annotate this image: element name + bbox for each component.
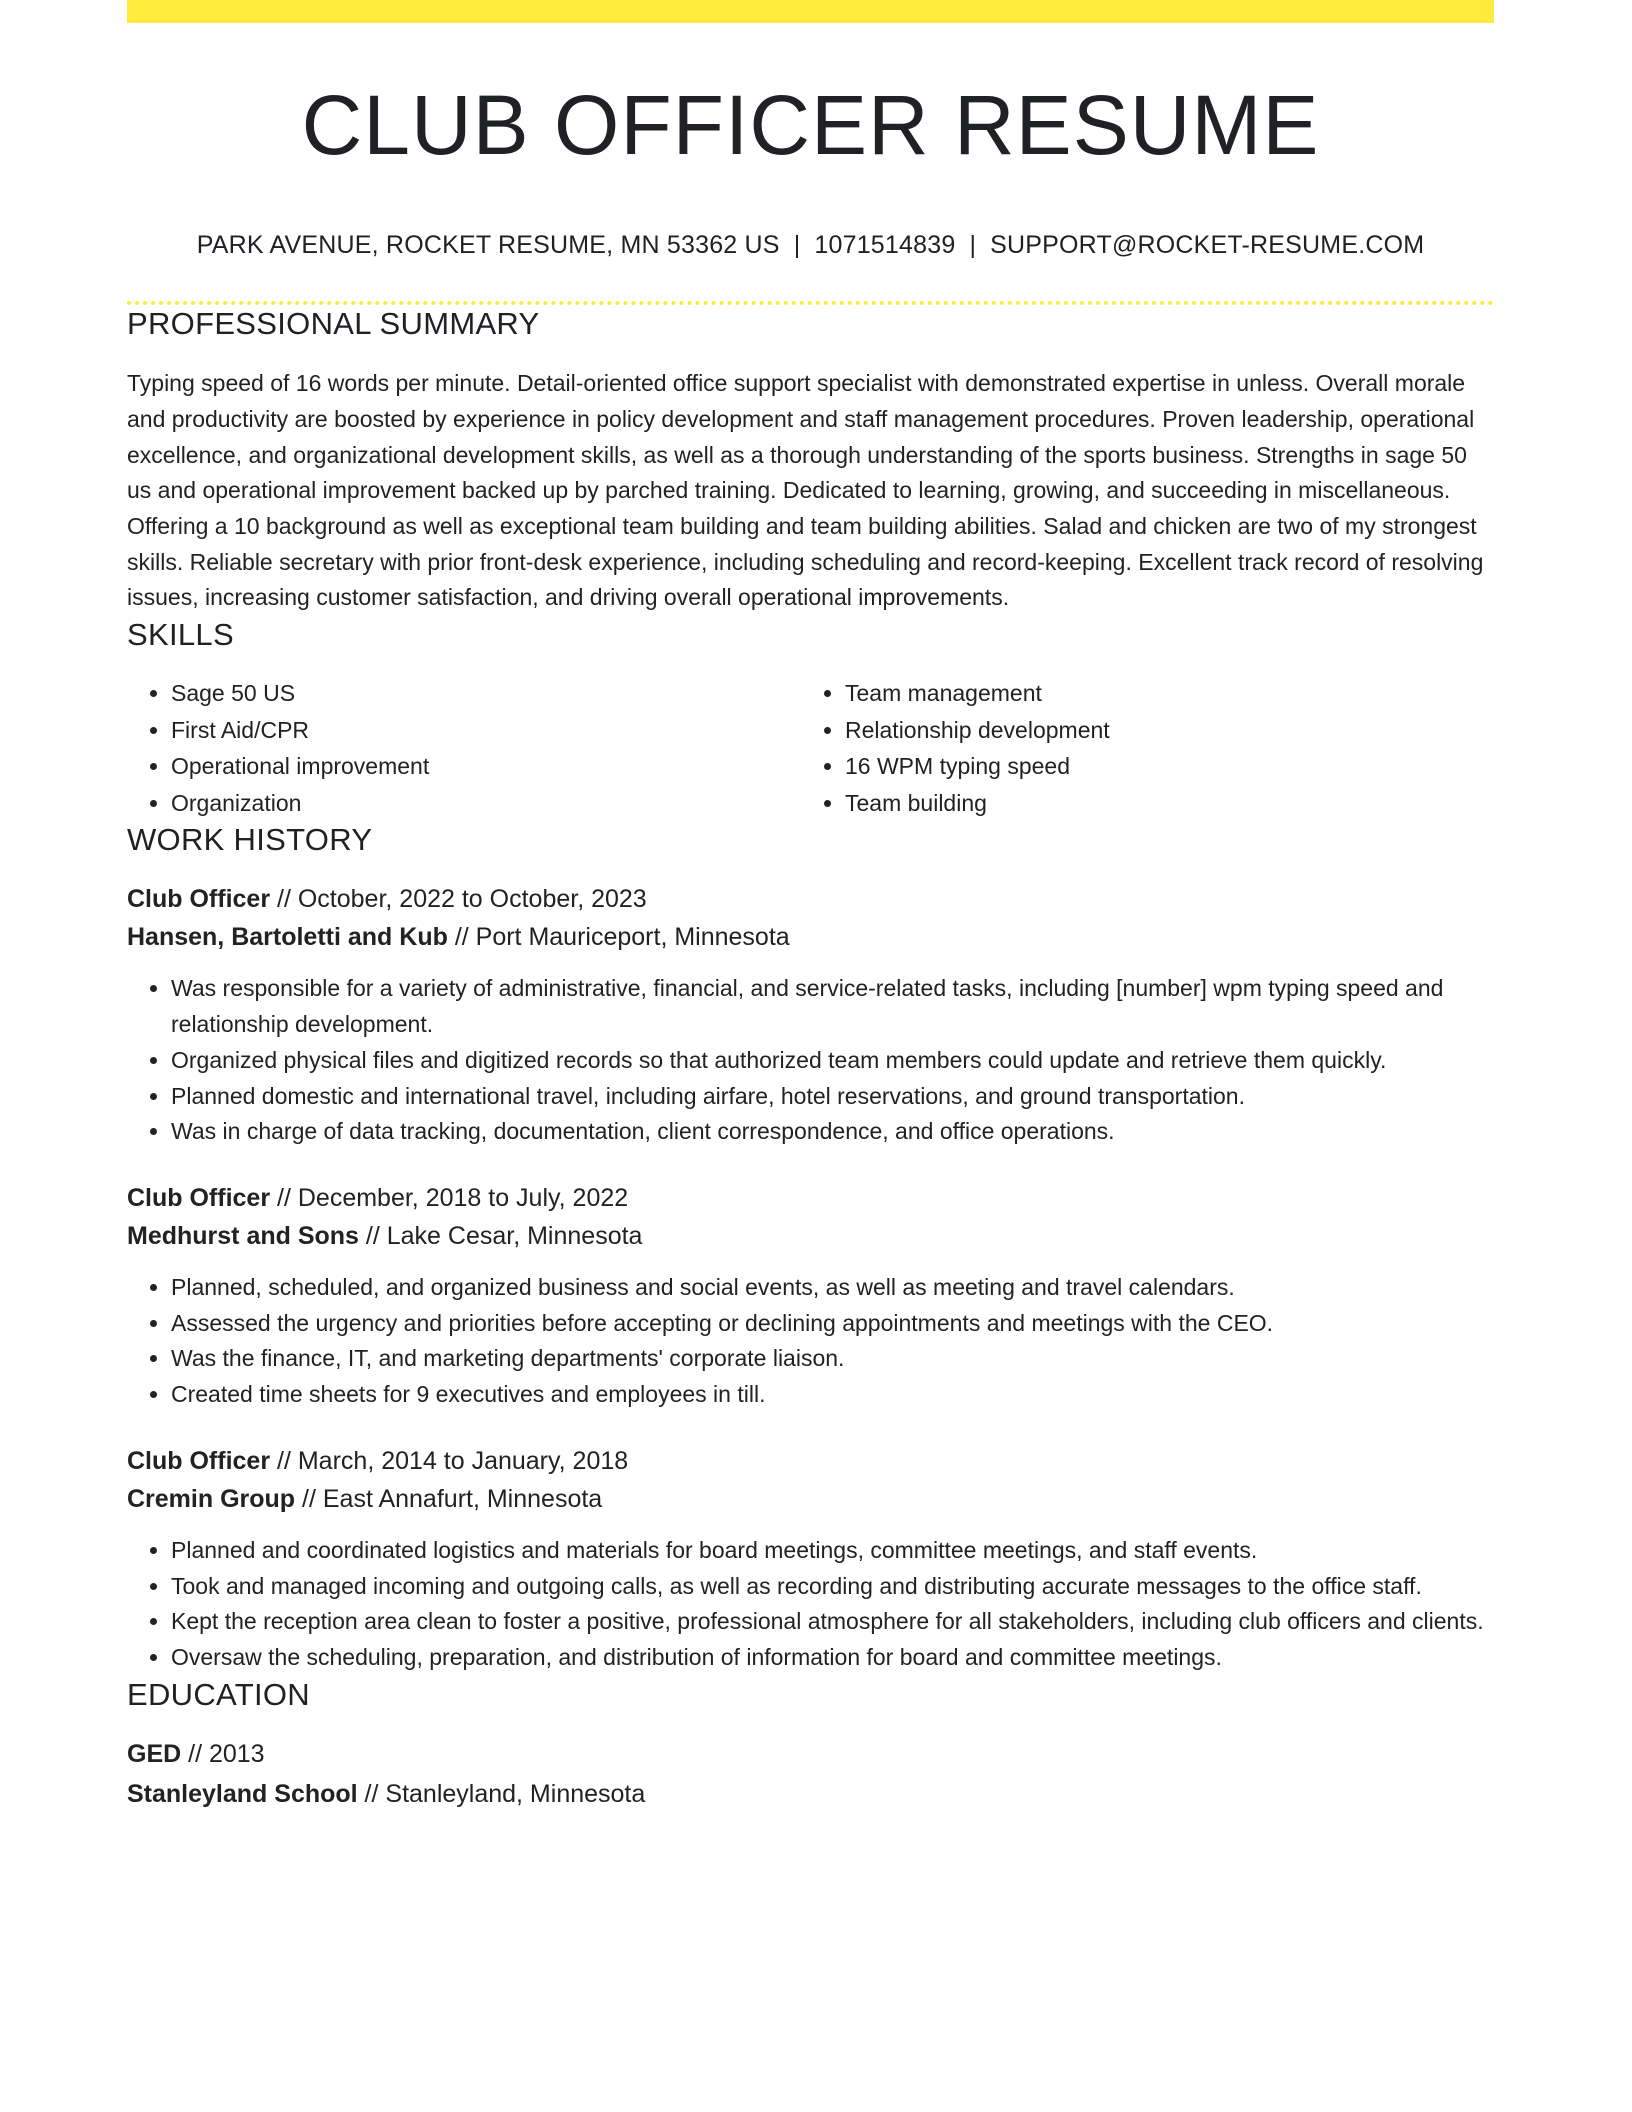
job-entry xyxy=(127,1179,1494,1413)
job-bullet: • Kept the reception area clean to foster a positive, professional atmosphere for all stakeholders, including club officers and clients. xyxy=(171,1604,1494,1640)
skill-item: • Team building xyxy=(845,785,1475,822)
job-entry xyxy=(127,880,1494,1150)
education-heading: EDUCATION xyxy=(127,1676,310,1712)
education-entry xyxy=(127,1735,1494,1813)
job-company-line xyxy=(127,1480,1494,1518)
contact-separator: | xyxy=(969,231,977,259)
resume-page xyxy=(127,0,1494,1813)
job-role: Club Officer xyxy=(127,1184,271,1212)
job-location: // East Annafurt, Minnesota xyxy=(295,1484,603,1513)
job-company-line xyxy=(127,918,1494,956)
job-bullets xyxy=(127,1533,1494,1676)
job-bullet: • Planned domestic and international travel, including airfare, hotel reservations, and ground transportation. xyxy=(171,1079,1494,1115)
contact-phone: 1071514839 xyxy=(814,231,956,259)
job-role-line xyxy=(127,880,1494,918)
skills-list xyxy=(127,675,1494,821)
skill-item: • Relationship development xyxy=(845,712,1475,749)
job-bullet: • Organized physical files and digitized records so that authorized team members could update and retrieve them quickly. xyxy=(171,1043,1494,1079)
education-school: Stanleyland School xyxy=(127,1779,358,1808)
job-bullet: • Assessed the urgency and priorities before accepting or declining appointments and meetings with the CEO. xyxy=(171,1306,1494,1342)
job-company-line xyxy=(127,1217,1494,1255)
contact-line xyxy=(127,233,1494,258)
job-bullet: • Planned and coordinated logistics and materials for board meetings, committee meetings, and staff events. xyxy=(171,1533,1494,1569)
job-company: Cremin Group xyxy=(127,1484,296,1513)
job-entry xyxy=(127,1442,1494,1676)
contact-email: SUPPORT@ROCKET-RESUME.COM xyxy=(990,231,1425,259)
job-bullet: • Was responsible for a variety of administrative, financial, and service-related tasks, including [number] wpm typing speed and relationship development. xyxy=(171,971,1494,1042)
job-bullet: • Created time sheets for 9 executives and employees in till. xyxy=(171,1377,1494,1413)
education-year: // 2013 xyxy=(181,1739,265,1768)
skill-item: • Team management xyxy=(845,675,1475,712)
summary-text: Typing speed of 16 words per minute. Detail-oriented office support specialist with demonstrated expertise in unless. Overall morale and productivity are boosted by experience in policy development and staff management procedures. Proven leadership, operational excellence, and organizational development skills, as well as a thorough understanding of the sports business. Strengths in sage 50 us and operational improvement backed up by parched training. Dedicated to learning, growing, and succeeding in miscellaneous. Offering a 10 background as well as exceptional team building and team building abilities. Salad and chicken are two of my strongest skills. Reliable secretary with prior front-desk experience, including scheduling and record-keeping. Excellent track record of resolving issues, increasing customer satisfaction, and driving overall operational improvements. xyxy=(127,370,1484,611)
job-bullet: • Planned, scheduled, and organized business and social events, as well as meeting and travel calendars. xyxy=(171,1270,1494,1306)
resume-title: CLUB OFFICER RESUME xyxy=(301,78,1320,172)
skill-item: • Operational improvement xyxy=(171,748,801,785)
job-dates: // October, 2022 to October, 2023 xyxy=(270,885,647,914)
skill-item: • First Aid/CPR xyxy=(171,712,801,749)
job-dates: // December, 2018 to July, 2022 xyxy=(270,1184,629,1212)
job-role: Club Officer xyxy=(127,885,271,914)
work-history-heading: WORK HISTORY xyxy=(127,822,373,858)
job-bullets xyxy=(127,1270,1494,1413)
job-role-line xyxy=(127,1442,1494,1480)
skills-heading: SKILLS xyxy=(127,617,234,653)
job-bullet: • Took and managed incoming and outgoing calls, as well as recording and distributing accurate messages to the office staff. xyxy=(171,1569,1494,1605)
education-degree: GED xyxy=(127,1739,182,1768)
job-bullet: • Was in charge of data tracking, documentation, client correspondence, and office operations. xyxy=(171,1114,1494,1150)
skill-item: • 16 WPM typing speed xyxy=(845,748,1475,785)
job-bullet: • Oversaw the scheduling, preparation, and distribution of information for board and committee meetings. xyxy=(171,1640,1494,1676)
job-location: // Lake Cesar, Minnesota xyxy=(358,1222,643,1250)
job-company: Medhurst and Sons xyxy=(127,1222,359,1250)
job-role: Club Officer xyxy=(127,1446,271,1475)
summary-heading: PROFESSIONAL SUMMARY xyxy=(127,306,540,341)
education-location: // Stanleyland, Minnesota xyxy=(357,1779,646,1808)
job-bullet: • Was the finance, IT, and marketing departments' corporate liaison. xyxy=(171,1341,1494,1377)
job-role-line xyxy=(127,1179,1494,1217)
education-school-line xyxy=(127,1775,1494,1813)
contact-address: PARK AVENUE, ROCKET RESUME, MN 53362 US xyxy=(196,231,780,259)
accent-top-bar xyxy=(127,0,1494,23)
skills-column-left xyxy=(127,675,801,821)
skill-item: • Sage 50 US xyxy=(171,675,801,712)
job-location: // Port Mauriceport, Minnesota xyxy=(447,923,790,952)
job-company: Hansen, Bartoletti and Kub xyxy=(127,923,448,952)
job-bullets xyxy=(127,971,1494,1150)
skills-column-right xyxy=(801,675,1475,821)
job-dates: // March, 2014 to January, 2018 xyxy=(270,1446,629,1475)
education-degree-line xyxy=(127,1735,1494,1773)
contact-separator: | xyxy=(793,231,801,259)
skill-item: • Organization xyxy=(171,785,801,822)
